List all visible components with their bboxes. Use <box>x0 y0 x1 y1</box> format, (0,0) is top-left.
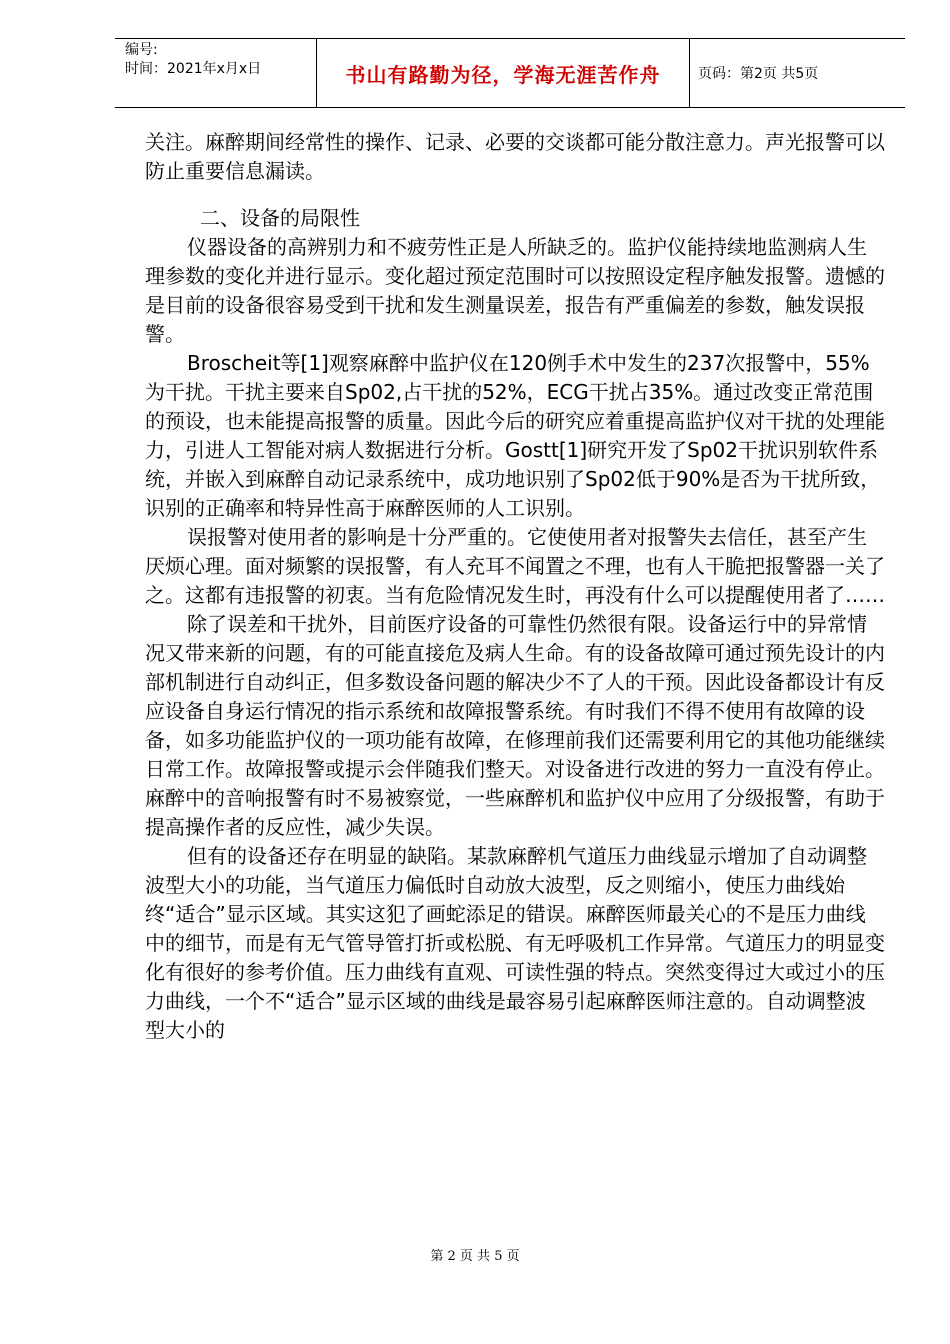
page-footer: 第 2 页 共 5 页 <box>430 1249 520 1264</box>
page-header <box>115 38 905 108</box>
section-heading: 二、设备的局限性 <box>200 206 360 230</box>
header-motto: 书山有路勤为径，学海无涯苦作舟 <box>317 39 690 107</box>
time-label: 时间：2021年x月x日 <box>125 61 262 77</box>
paragraph-2: 仪器设备的高辨别力和不疲劳性正是人所缺乏的。监护仪能持续地监测病人生理参数的变化并进行显示。变化超过预定范围时可以按照设定程序触发报警。遗憾的是目前的设备很容易受到干扰和发生测量误差，报告有严重偏差的参数，触发误报警。 <box>145 235 885 346</box>
paragraph-1: 关注。麻醉期间经常性的操作、记录、必要的交谈都可能分散注意力。声光报警可以防止重要信息漏读。 <box>145 130 885 183</box>
paragraph-5: 除了误差和干扰外，目前医疗设备的可靠性仍然很有限。设备运行中的异常情况又带来新的问题，有的可能直接危及病人生命。有的设备故障可通过预先设计的内部机制进行自动纠正，但多数设备问题的解决少不了人的干预。因此设备都设计有反应设备自身运行情况的指示系统和故障报警系统。有时我们不得不使用有故障的设备，如多功能监护仪的一项功能有故障，在修理前我们还需要利用它的其他功能继续日常工作。故障报警或提示会伴随我们整天。对设备进行改进的努力一直没有停止。麻醉中的音响报警有时不易被察觉，一些麻醉机和监护仪中应用了分级报警，有助于提高操作者的反应性，减少失误。 <box>145 612 885 839</box>
paragraph-3: Broscheit等[1]观察麻醉中监护仪在120例手术中发生的237次报警中，55%为干扰。干扰主要来自Sp02,占干扰的52%，ECG干扰占35%。通过改变正常范围的预设，也未能提高报警的质量。因此今后的研究应着重提高监护仪对干扰的处理能力，引进人工智能对病人数据进行分析。Gostt[1]研究开发了Sp02干扰识别软件系统，并嵌入到麻醉自动记录系统中，成功地识别了Sp02低于90%是否为干扰所致，识别的正确率和特异性高于麻醉医师的人工识别。 <box>145 351 885 520</box>
number-label: 编号: <box>125 42 158 58</box>
paragraph-6: 但有的设备还存在明显的缺陷。某款麻醉机气道压力曲线显示增加了自动调整波型大小的功能，当气道压力偏低时自动放大波型，反之则缩小，使压力曲线始终“适合”显示区域。其实这犯了画蛇添足的错误。麻醉医师最关心的不是压力曲线中的细节，而是有无气管导管打折或松脱、有无呼吸机工作异常。气道压力的明显变化有很好的参考价值。压力曲线有直观、可读性强的特点。突然变得过大或过小的压力曲线，一个不“适合”显示区域的曲线是最容易引起麻醉医师注意的。自动调整波型大小的 <box>145 844 885 1042</box>
document-body <box>145 128 885 1045</box>
header-meta <box>115 39 317 107</box>
header-page-label: 页码：第2页 共5页 <box>698 66 819 82</box>
paragraph-4: 误报警对使用者的影响是十分严重的。它使使用者对报警失去信任，甚至产生厌烦心理。面对频繁的误报警，有人充耳不闻置之不理，也有人干脆把报警器一关了之。这都有违报警的初衷。当有危险情况发生时，再没有什么可以提醒使用者了…… <box>145 525 885 607</box>
